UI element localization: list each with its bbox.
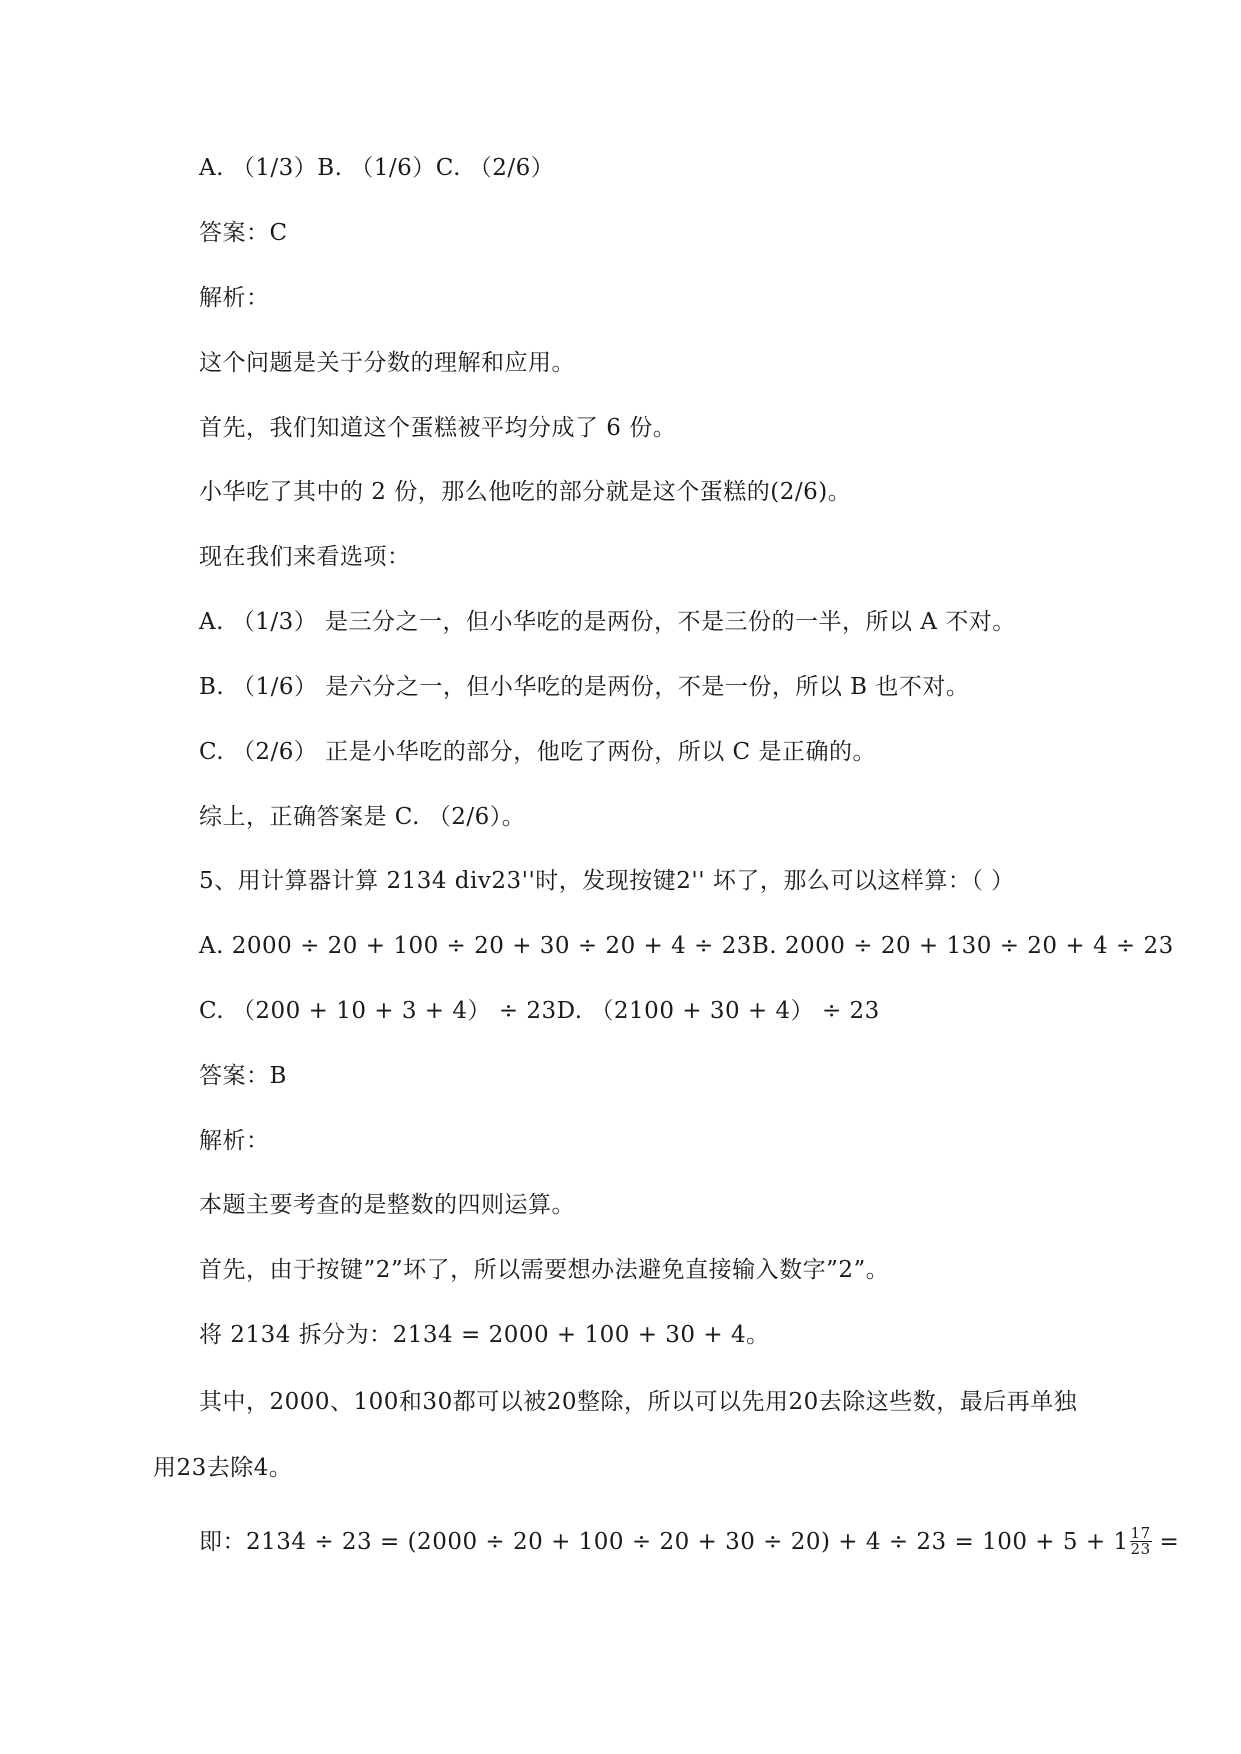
paragraph: 将 2134 拆分为：2134 = 2000 + 100 + 30 + 4。	[199, 1322, 770, 1348]
option-explanation: C. （2/6） 正是小华吃的部分，他吃了两份，所以 C 是正确的。	[199, 739, 876, 765]
equation-text: 即：2134 ÷ 23 = (2000 ÷ 20 + 100 ÷ 20 + 30 ÷ 20) + 4 ÷ 23 = 100 + 5 + 1	[199, 1529, 1129, 1555]
fraction-numerator: 17	[1130, 1523, 1151, 1542]
analysis-heading: 解析：	[199, 1128, 270, 1154]
options-line: A. （1/3）B. （1/6）C. （2/6）	[199, 155, 555, 181]
options-line: A. 2000 ÷ 20 + 100 ÷ 20 + 30 ÷ 20 + 4 ÷ 23B. 2000 ÷ 20 + 130 ÷ 20 + 4 ÷ 23	[199, 933, 1174, 959]
paragraph: 本题主要考查的是整数的四则运算。	[199, 1192, 575, 1218]
fraction	[1130, 1523, 1152, 1558]
paragraph: 首先，由于按键”2”坏了，所以需要想办法避免直接输入数字”2”。	[199, 1257, 890, 1283]
question-line: 5、用计算器计算 2134 div23''时，发现按键2'' 坏了，那么可以这样算：（ ）	[199, 868, 1015, 894]
paragraph: 这个问题是关于分数的理解和应用。	[199, 350, 575, 376]
answer-line: 答案：B	[199, 1063, 287, 1089]
options-line: C. （200 + 10 + 3 + 4） ÷ 23D. （2100 + 30 + 4） ÷ 23	[199, 998, 880, 1024]
paragraph: 小华吃了其中的 2 份，那么他吃的部分就是这个蛋糕的(2/6)。	[199, 479, 852, 505]
option-explanation: B. （1/6） 是六分之一，但小华吃的是两份，不是一份，所以 B 也不对。	[199, 674, 970, 700]
equation-suffix: =	[1151, 1529, 1180, 1555]
equation-line	[199, 1523, 1180, 1559]
analysis-heading: 解析：	[199, 285, 270, 311]
answer-line: 答案：C	[199, 220, 288, 246]
paragraph: 首先，我们知道这个蛋糕被平均分成了 6 份。	[199, 415, 677, 441]
paragraph: 其中，2000、100和30都可以被20整除，所以可以先用20去除这些数，最后再单独	[199, 1389, 1078, 1415]
conclusion-line: 综上，正确答案是 C. （2/6）。	[199, 804, 526, 830]
paragraph: 现在我们来看选项：	[199, 544, 411, 570]
option-explanation: A. （1/3） 是三分之一，但小华吃的是两份，不是三份的一半，所以 A 不对。	[199, 609, 1016, 635]
fraction-denominator: 23	[1130, 1539, 1151, 1558]
paragraph-continuation: 用23去除4。	[153, 1455, 293, 1481]
